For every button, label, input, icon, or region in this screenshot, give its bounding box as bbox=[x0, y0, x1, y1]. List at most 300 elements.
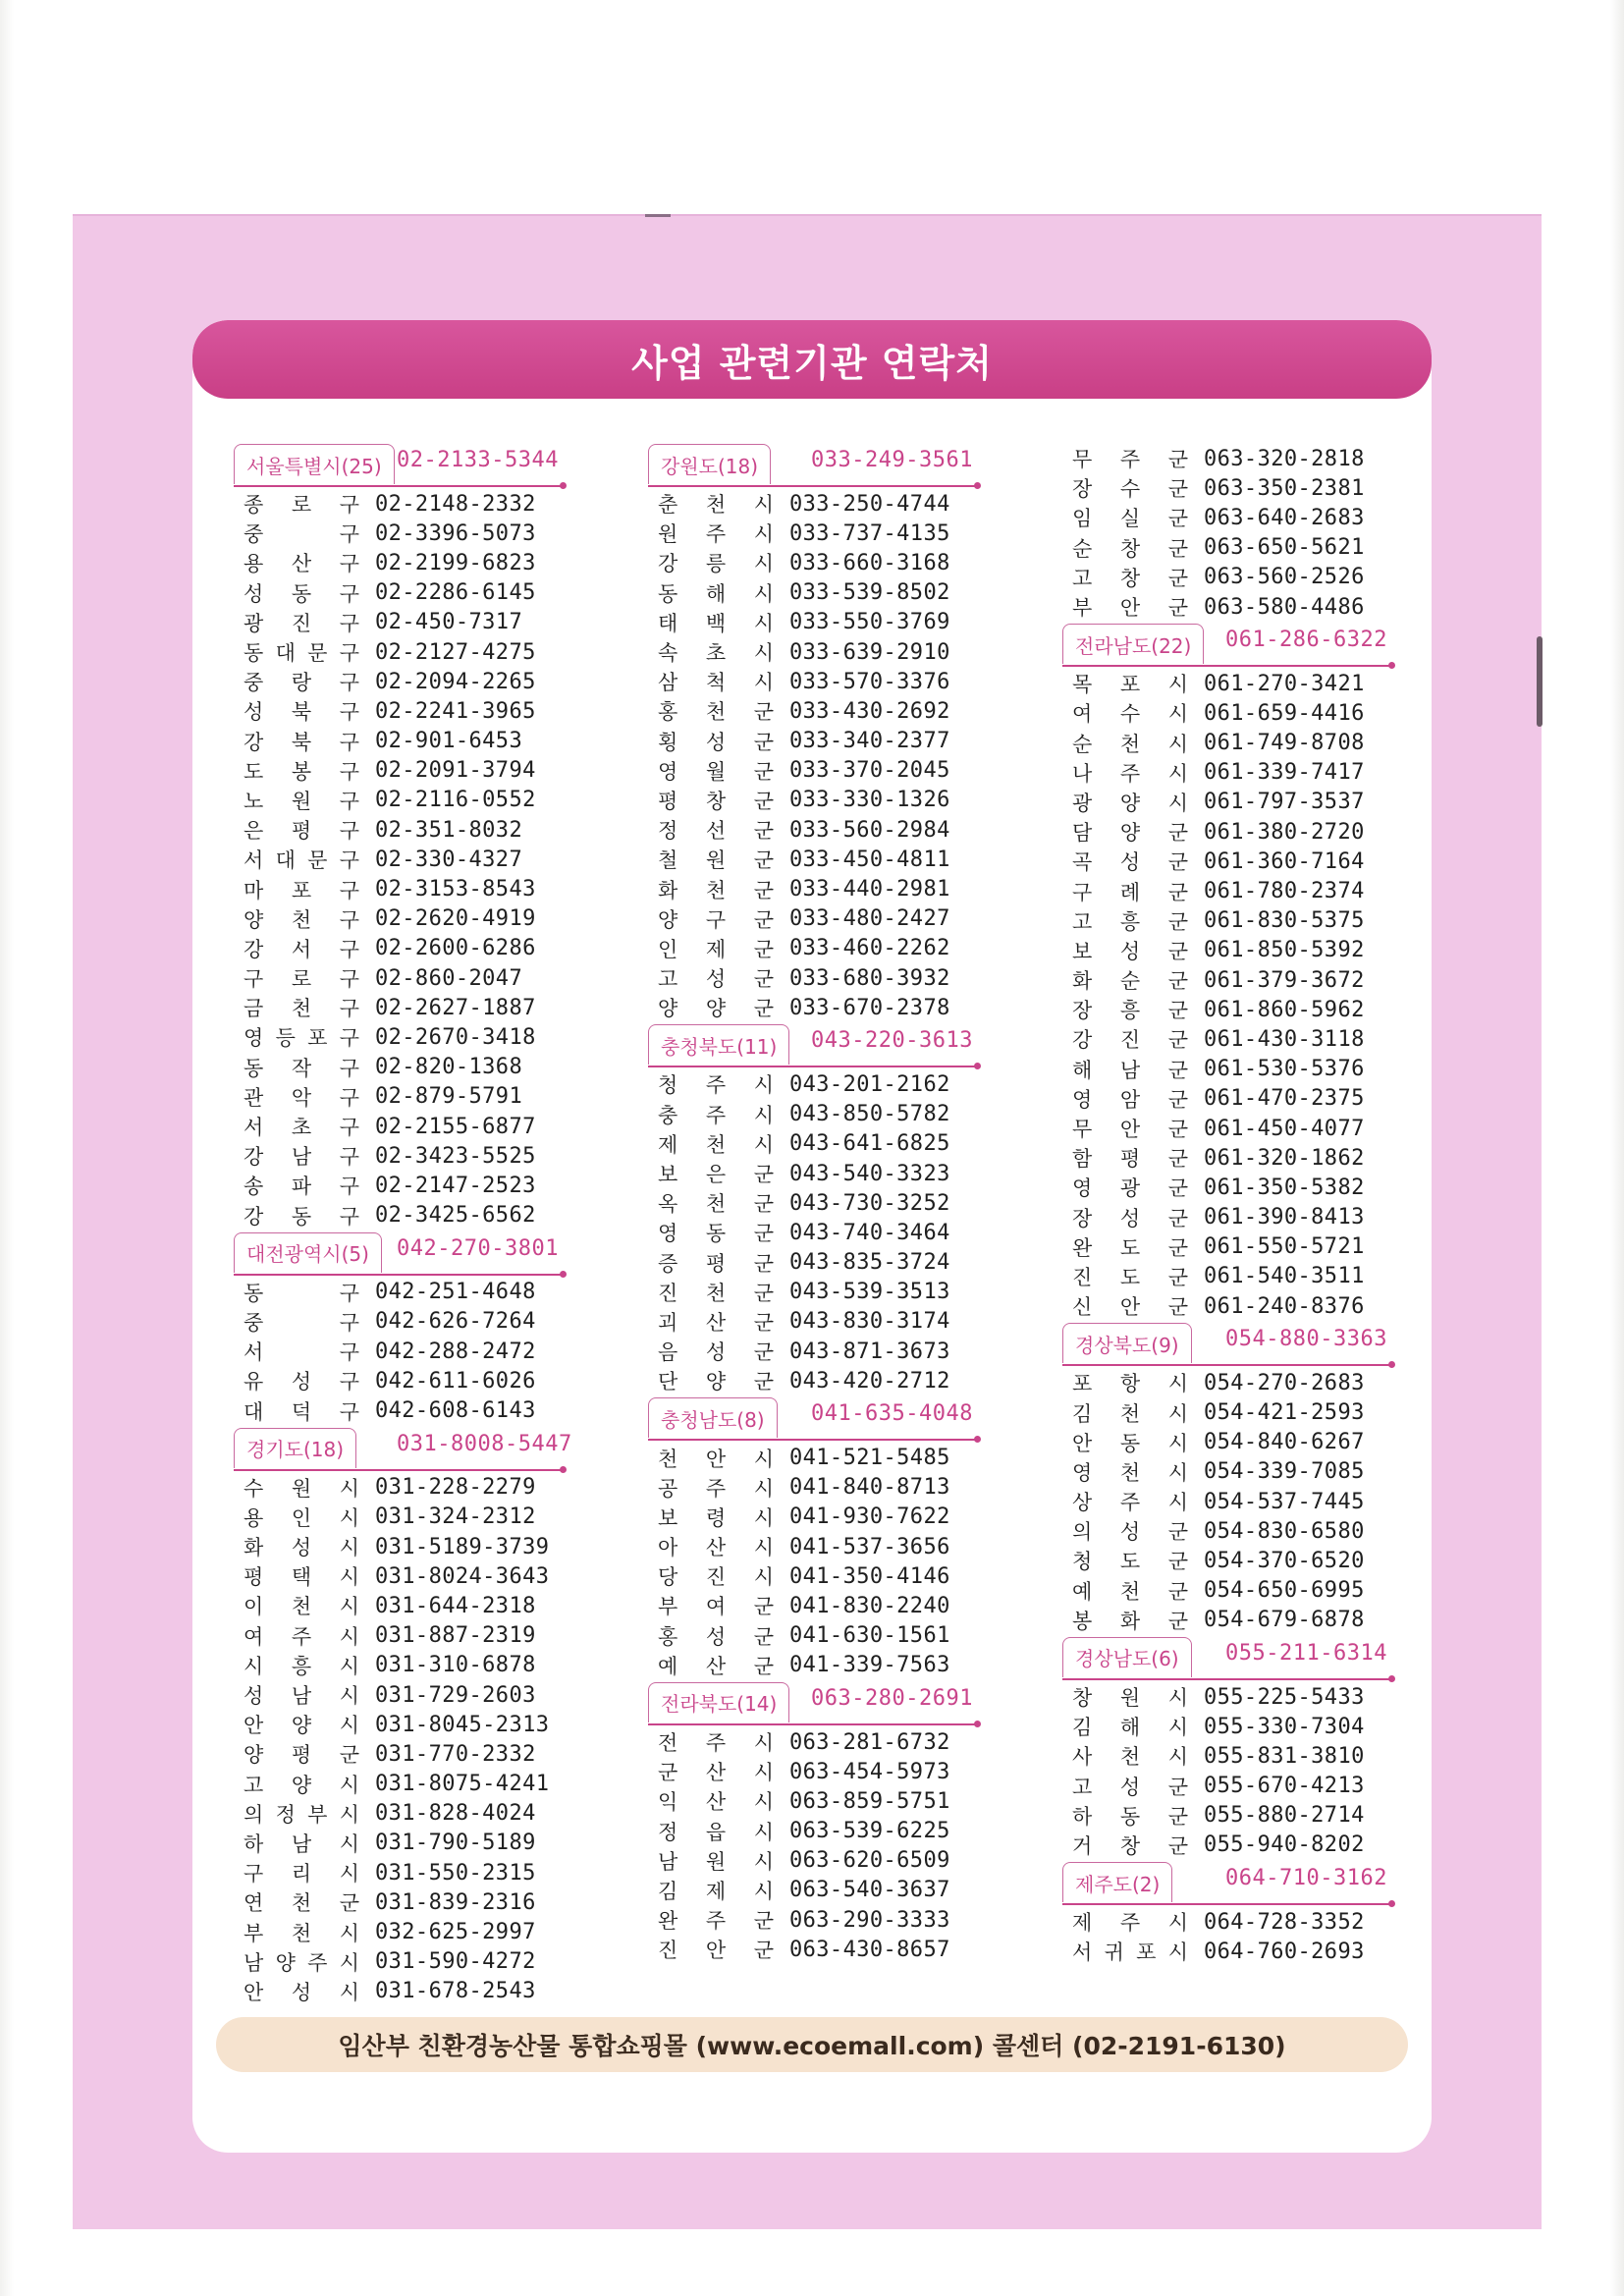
contact-row bbox=[234, 667, 646, 696]
contact-row bbox=[648, 1248, 1060, 1278]
office-phone: 031-8024-3643 bbox=[375, 1563, 550, 1589]
region-header bbox=[648, 1397, 1060, 1441]
office-phone: 061-380-2720 bbox=[1204, 819, 1365, 845]
office-name: 화 순 군 bbox=[1072, 969, 1188, 994]
office-name: 정 읍 시 bbox=[658, 1820, 774, 1844]
office-name: 하 남 시 bbox=[244, 1831, 359, 1856]
office-phone: 063-320-2818 bbox=[1204, 446, 1365, 471]
contact-row bbox=[234, 1022, 646, 1052]
office-phone: 061-450-4077 bbox=[1204, 1116, 1365, 1141]
contact-row bbox=[234, 489, 646, 519]
contact-row bbox=[648, 1905, 1060, 1935]
office-phone: 02-2116-0552 bbox=[375, 788, 536, 813]
office-name: 공 주 시 bbox=[658, 1476, 774, 1501]
underline-dot bbox=[560, 1466, 567, 1473]
contact-row bbox=[234, 1561, 646, 1591]
contact-row bbox=[234, 756, 646, 786]
region-name: 제주도(2) bbox=[1062, 1862, 1172, 1902]
office-name: 대 덕 구 bbox=[244, 1399, 359, 1424]
office-name: 괴 산 군 bbox=[658, 1310, 774, 1335]
contact-row bbox=[648, 1846, 1060, 1876]
region-header bbox=[1062, 1637, 1432, 1680]
contact-row bbox=[234, 1591, 646, 1620]
contact-row bbox=[1062, 1397, 1432, 1427]
region-section bbox=[1062, 1637, 1432, 1860]
office-name: 용 산 구 bbox=[244, 552, 359, 576]
office-phone: 031-839-2316 bbox=[375, 1889, 536, 1915]
contact-row bbox=[1062, 758, 1432, 788]
office-phone: 02-2286-6145 bbox=[375, 580, 536, 606]
contact-row bbox=[234, 578, 646, 608]
contact-row bbox=[234, 1710, 646, 1739]
office-name: 부 여 군 bbox=[658, 1595, 774, 1619]
office-name: 연 천 군 bbox=[244, 1891, 359, 1916]
column-1 bbox=[234, 444, 646, 2008]
office-phone: 043-420-2712 bbox=[789, 1368, 950, 1394]
region-underline bbox=[1062, 665, 1392, 667]
contact-row bbox=[234, 904, 646, 934]
office-phone: 061-270-3421 bbox=[1204, 671, 1365, 696]
office-name: 함 평 군 bbox=[1072, 1147, 1188, 1172]
office-name: 안 동 시 bbox=[1072, 1431, 1188, 1455]
contact-row bbox=[1062, 1055, 1432, 1084]
office-name: 의 성 군 bbox=[1072, 1520, 1188, 1545]
office-name: 진 천 군 bbox=[658, 1281, 774, 1305]
office-name: 남 원 시 bbox=[658, 1849, 774, 1874]
contact-row bbox=[648, 1443, 1060, 1472]
contact-row bbox=[234, 637, 646, 667]
office-phone: 031-8075-4241 bbox=[375, 1772, 550, 1797]
office-phone: 02-3153-8543 bbox=[375, 877, 536, 902]
contact-row bbox=[1062, 563, 1432, 592]
office-phone: 02-860-2047 bbox=[375, 965, 523, 991]
region-phone: 031-8008-5447 bbox=[397, 1431, 572, 1456]
contact-row bbox=[648, 904, 1060, 934]
office-phone: 033-440-2981 bbox=[789, 877, 950, 902]
office-phone: 02-2670-3418 bbox=[375, 1024, 536, 1050]
region-name: 경상남도(6) bbox=[1062, 1637, 1192, 1677]
region-header bbox=[1062, 1323, 1432, 1366]
office-name: 당 진 시 bbox=[658, 1565, 774, 1590]
office-name: 창 원 시 bbox=[1072, 1686, 1188, 1711]
office-name: 장 흥 군 bbox=[1072, 999, 1188, 1023]
region-name: 서울특별시(25) bbox=[234, 444, 395, 484]
office-phone: 043-850-5782 bbox=[789, 1102, 950, 1127]
contact-row bbox=[648, 1561, 1060, 1591]
office-phone: 054-537-7445 bbox=[1204, 1489, 1365, 1514]
contact-row bbox=[648, 1100, 1060, 1129]
office-phone: 02-820-1368 bbox=[375, 1055, 523, 1080]
region-section bbox=[1062, 444, 1432, 622]
office-name: 천 안 시 bbox=[658, 1447, 774, 1471]
office-phone: 063-454-5973 bbox=[789, 1759, 950, 1784]
office-phone: 033-250-4744 bbox=[789, 491, 950, 517]
office-phone: 041-521-5485 bbox=[789, 1446, 950, 1471]
contact-row bbox=[648, 1786, 1060, 1816]
office-phone: 055-225-5433 bbox=[1204, 1684, 1365, 1710]
office-name: 평 창 군 bbox=[658, 789, 774, 813]
office-name: 성 북 구 bbox=[244, 700, 359, 725]
underline-dot bbox=[974, 482, 981, 489]
contact-panel bbox=[192, 320, 1432, 2153]
region-underline bbox=[1062, 1364, 1392, 1366]
office-name: 횡 성 군 bbox=[658, 730, 774, 754]
office-phone: 064-728-3352 bbox=[1204, 1909, 1365, 1935]
office-name: 제 천 시 bbox=[658, 1132, 774, 1157]
office-name: 속 초 시 bbox=[658, 641, 774, 666]
region-phone: 054-880-3363 bbox=[1225, 1327, 1387, 1352]
office-name: 여 주 시 bbox=[244, 1624, 359, 1649]
contact-row bbox=[648, 963, 1060, 993]
office-phone: 031-8045-2313 bbox=[375, 1712, 550, 1737]
contact-row bbox=[234, 1532, 646, 1561]
office-name: 진 안 군 bbox=[658, 1939, 774, 1963]
contact-row bbox=[648, 1188, 1060, 1218]
office-name: 봉 화 군 bbox=[1072, 1609, 1188, 1633]
office-phone: 042-251-4648 bbox=[375, 1280, 536, 1305]
office-phone: 041-840-8713 bbox=[789, 1475, 950, 1501]
region-name: 충청북도(11) bbox=[648, 1024, 789, 1065]
contact-row bbox=[648, 1651, 1060, 1680]
office-name: 광 양 시 bbox=[1072, 791, 1188, 815]
office-name: 완 도 군 bbox=[1072, 1235, 1188, 1260]
office-name: 무 안 군 bbox=[1072, 1118, 1188, 1142]
office-phone: 043-730-3252 bbox=[789, 1190, 950, 1216]
office-name: 영 광 군 bbox=[1072, 1176, 1188, 1201]
contact-row bbox=[1062, 729, 1432, 758]
region-name: 대전광역시(5) bbox=[234, 1232, 382, 1273]
office-name: 보 성 군 bbox=[1072, 939, 1188, 963]
contact-row bbox=[648, 993, 1060, 1022]
office-phone: 063-350-2381 bbox=[1204, 475, 1365, 501]
office-phone: 031-790-5189 bbox=[375, 1831, 536, 1856]
office-phone: 054-339-7085 bbox=[1204, 1459, 1365, 1485]
contact-row bbox=[1062, 473, 1432, 503]
office-phone: 042-626-7264 bbox=[375, 1309, 536, 1335]
office-name: 태 백 시 bbox=[658, 611, 774, 635]
contact-row bbox=[1062, 788, 1432, 817]
region-section bbox=[1062, 624, 1432, 1321]
binding-mark bbox=[1537, 636, 1543, 727]
contact-row bbox=[648, 696, 1060, 726]
office-name: 순 천 시 bbox=[1072, 732, 1188, 756]
underline-dot bbox=[974, 1063, 981, 1069]
office-name: 영 천 시 bbox=[1072, 1460, 1188, 1485]
office-name: 단 양 군 bbox=[658, 1370, 774, 1394]
office-name: 양 평 군 bbox=[244, 1743, 359, 1768]
region-section bbox=[1062, 1862, 1432, 1966]
office-name: 수 원 시 bbox=[244, 1476, 359, 1501]
office-name: 홍 천 군 bbox=[658, 700, 774, 725]
contact-row bbox=[234, 1887, 646, 1917]
office-phone: 02-450-7317 bbox=[375, 610, 523, 635]
contact-row bbox=[648, 1591, 1060, 1620]
office-name: 종 로 구 bbox=[244, 493, 359, 518]
office-name: 곡 성 군 bbox=[1072, 850, 1188, 875]
office-name: 서 대 문 구 bbox=[244, 848, 359, 873]
office-phone: 031-590-4272 bbox=[375, 1949, 536, 1975]
office-name: 음 성 군 bbox=[658, 1340, 774, 1365]
footer-text: 임산부 친환경농산물 통합쇼핑몰 (www.ecoemall.com) 콜센터 (02-2191-6130) bbox=[338, 2032, 1286, 2060]
office-name: 유 성 구 bbox=[244, 1370, 359, 1394]
region-phone: 064-710-3162 bbox=[1225, 1866, 1387, 1891]
contact-row bbox=[234, 1621, 646, 1651]
office-phone: 054-270-2683 bbox=[1204, 1370, 1365, 1395]
contact-row bbox=[1062, 698, 1432, 728]
contact-row bbox=[1062, 995, 1432, 1024]
office-phone: 02-3423-5525 bbox=[375, 1143, 536, 1169]
office-name: 시 흥 시 bbox=[244, 1654, 359, 1678]
region-section bbox=[648, 1682, 1060, 1965]
office-name: 장 수 군 bbox=[1072, 477, 1188, 502]
office-name: 서 초 구 bbox=[244, 1116, 359, 1140]
office-phone: 031-324-2312 bbox=[375, 1504, 536, 1530]
office-phone: 063-620-6509 bbox=[789, 1848, 950, 1874]
contact-row bbox=[234, 1917, 646, 1946]
region-phone: 042-270-3801 bbox=[397, 1235, 559, 1261]
region-phone: 033-249-3561 bbox=[811, 448, 973, 472]
contact-row bbox=[234, 934, 646, 963]
office-name: 화 성 시 bbox=[244, 1536, 359, 1560]
contact-row bbox=[1062, 1024, 1432, 1054]
region-phone: 061-286-6322 bbox=[1225, 628, 1387, 653]
region-name: 강원도(18) bbox=[648, 444, 771, 484]
office-name: 부 천 시 bbox=[244, 1921, 359, 1945]
page-title: 사업 관련기관 연락처 bbox=[631, 341, 993, 385]
region-name: 전라북도(14) bbox=[648, 1682, 789, 1722]
region-underline bbox=[648, 1723, 978, 1725]
contact-row bbox=[234, 1112, 646, 1141]
region-name: 경기도(18) bbox=[234, 1428, 356, 1468]
region-section bbox=[648, 444, 1060, 1022]
office-phone: 02-879-5791 bbox=[375, 1084, 523, 1110]
office-name: 해 남 군 bbox=[1072, 1058, 1188, 1082]
office-phone: 063-859-5751 bbox=[789, 1788, 950, 1814]
office-name: 원 주 시 bbox=[658, 522, 774, 547]
contact-row bbox=[648, 786, 1060, 815]
office-phone: 031-678-2543 bbox=[375, 1979, 536, 2004]
office-name: 보 령 시 bbox=[658, 1505, 774, 1530]
office-name: 보 은 군 bbox=[658, 1163, 774, 1187]
region-underline bbox=[648, 1066, 978, 1067]
office-name: 상 주 시 bbox=[1072, 1491, 1188, 1515]
office-name: 강 북 구 bbox=[244, 730, 359, 754]
office-name: 고 창 군 bbox=[1072, 566, 1188, 590]
contact-row bbox=[1062, 1682, 1432, 1712]
office-name: 영 암 군 bbox=[1072, 1087, 1188, 1112]
office-phone: 031-644-2318 bbox=[375, 1593, 536, 1618]
region-section bbox=[648, 1397, 1060, 1680]
office-name: 충 주 시 bbox=[658, 1103, 774, 1127]
office-phone: 054-679-6878 bbox=[1204, 1608, 1365, 1633]
contact-row bbox=[234, 1141, 646, 1171]
underline-dot bbox=[1388, 662, 1395, 669]
contact-row bbox=[1062, 1143, 1432, 1173]
contact-row bbox=[1062, 1368, 1432, 1397]
contact-row bbox=[234, 1947, 646, 1977]
contact-row bbox=[234, 1082, 646, 1112]
contact-row bbox=[1062, 1173, 1432, 1202]
office-phone: 033-560-2984 bbox=[789, 817, 950, 843]
contact-row bbox=[648, 489, 1060, 519]
office-name: 옥 천 군 bbox=[658, 1192, 774, 1217]
office-name: 마 포 구 bbox=[244, 878, 359, 902]
region-phone: 055-211-6314 bbox=[1225, 1640, 1387, 1666]
office-name: 목 포 시 bbox=[1072, 673, 1188, 697]
office-phone: 02-2620-4919 bbox=[375, 906, 536, 932]
region-underline bbox=[648, 485, 978, 487]
office-name: 전 주 시 bbox=[658, 1731, 774, 1756]
contact-row bbox=[648, 608, 1060, 637]
contact-row bbox=[234, 1651, 646, 1680]
contact-row bbox=[648, 1278, 1060, 1307]
region-name: 충청남도(8) bbox=[648, 1397, 778, 1438]
office-phone: 064-760-2693 bbox=[1204, 1939, 1365, 1964]
contact-row bbox=[1062, 1487, 1432, 1516]
office-name: 거 창 군 bbox=[1072, 1833, 1188, 1858]
contact-row bbox=[1062, 1428, 1432, 1457]
office-phone: 041-350-4146 bbox=[789, 1563, 950, 1589]
office-name: 임 실 군 bbox=[1072, 507, 1188, 531]
region-phone: 043-220-3613 bbox=[811, 1028, 973, 1054]
contact-row bbox=[648, 1307, 1060, 1337]
contact-row bbox=[1062, 1937, 1432, 1966]
contact-row bbox=[1062, 1203, 1432, 1232]
office-name: 사 천 시 bbox=[1072, 1745, 1188, 1770]
office-name: 예 산 군 bbox=[658, 1654, 774, 1678]
office-name: 중 구 bbox=[244, 522, 359, 547]
office-name: 포 항 시 bbox=[1072, 1372, 1188, 1396]
office-phone: 063-539-6225 bbox=[789, 1819, 950, 1844]
office-phone: 02-2627-1887 bbox=[375, 995, 536, 1020]
office-name: 장 성 군 bbox=[1072, 1206, 1188, 1230]
office-phone: 061-470-2375 bbox=[1204, 1086, 1365, 1112]
contact-row bbox=[234, 1799, 646, 1829]
office-phone: 02-2094-2265 bbox=[375, 669, 536, 694]
office-phone: 042-608-6143 bbox=[375, 1398, 536, 1424]
contact-row bbox=[1062, 1114, 1432, 1143]
office-phone: 055-940-8202 bbox=[1204, 1832, 1365, 1858]
office-phone: 02-2241-3965 bbox=[375, 698, 536, 724]
office-name: 정 선 군 bbox=[658, 819, 774, 844]
underline-dot bbox=[974, 1721, 981, 1727]
office-name: 화 천 군 bbox=[658, 878, 774, 902]
office-name: 강 서 구 bbox=[244, 937, 359, 961]
office-name: 강 진 군 bbox=[1072, 1028, 1188, 1053]
contact-row bbox=[234, 1977, 646, 2006]
office-phone: 061-240-8376 bbox=[1204, 1293, 1365, 1319]
contact-row bbox=[1062, 669, 1432, 698]
office-phone: 031-887-2319 bbox=[375, 1623, 536, 1649]
office-phone: 061-540-3511 bbox=[1204, 1264, 1365, 1289]
office-phone: 063-540-3637 bbox=[789, 1878, 950, 1903]
office-name: 홍 성 군 bbox=[658, 1624, 774, 1649]
office-phone: 043-835-3724 bbox=[789, 1250, 950, 1276]
office-phone: 054-370-6520 bbox=[1204, 1548, 1365, 1573]
office-name: 이 천 시 bbox=[244, 1595, 359, 1619]
office-name: 동 대 문 구 bbox=[244, 641, 359, 666]
contact-row bbox=[648, 1337, 1060, 1366]
office-name: 송 파 구 bbox=[244, 1175, 359, 1199]
office-phone: 063-430-8657 bbox=[789, 1937, 950, 1962]
office-name: 서 구 bbox=[244, 1340, 359, 1365]
office-phone: 041-630-1561 bbox=[789, 1623, 950, 1649]
office-name: 강 남 구 bbox=[244, 1145, 359, 1170]
region-section bbox=[1062, 1323, 1432, 1635]
underline-dot bbox=[560, 482, 567, 489]
office-name: 영 월 군 bbox=[658, 759, 774, 784]
region-name: 전라남도(22) bbox=[1062, 624, 1204, 664]
office-phone: 031-550-2315 bbox=[375, 1860, 536, 1886]
office-phone: 033-680-3932 bbox=[789, 965, 950, 991]
contact-row bbox=[234, 1858, 646, 1887]
contact-row bbox=[648, 874, 1060, 903]
office-phone: 063-650-5621 bbox=[1204, 535, 1365, 561]
office-name: 영 등 포 구 bbox=[244, 1026, 359, 1051]
contact-row bbox=[234, 727, 646, 756]
office-name: 하 동 군 bbox=[1072, 1804, 1188, 1829]
contact-row bbox=[648, 815, 1060, 845]
office-phone: 043-830-3174 bbox=[789, 1309, 950, 1335]
contact-row bbox=[1062, 965, 1432, 995]
contact-row bbox=[234, 696, 646, 726]
office-phone: 054-650-6995 bbox=[1204, 1578, 1365, 1604]
office-phone: 031-729-2603 bbox=[375, 1682, 536, 1708]
office-name: 무 주 군 bbox=[1072, 448, 1188, 472]
contact-row bbox=[1062, 1291, 1432, 1321]
contact-row bbox=[648, 1159, 1060, 1188]
office-name: 동 작 구 bbox=[244, 1056, 359, 1080]
office-name: 인 제 군 bbox=[658, 937, 774, 961]
office-name: 강 릉 시 bbox=[658, 552, 774, 576]
office-phone: 031-310-6878 bbox=[375, 1653, 536, 1678]
contact-row bbox=[1062, 1084, 1432, 1114]
office-phone: 055-670-4213 bbox=[1204, 1774, 1365, 1799]
contact-row bbox=[234, 1770, 646, 1799]
office-phone: 061-550-5721 bbox=[1204, 1234, 1365, 1260]
office-name: 양 양 군 bbox=[658, 997, 774, 1021]
contact-row bbox=[648, 1876, 1060, 1905]
office-name: 구 리 시 bbox=[244, 1862, 359, 1886]
contact-row bbox=[1062, 1801, 1432, 1831]
contact-row bbox=[234, 1171, 646, 1200]
contact-row bbox=[1062, 533, 1432, 563]
office-name: 청 주 시 bbox=[658, 1073, 774, 1098]
contact-row bbox=[234, 1337, 646, 1366]
office-phone: 063-580-4486 bbox=[1204, 594, 1365, 620]
contact-row bbox=[234, 519, 646, 548]
office-name: 아 산 시 bbox=[658, 1536, 774, 1560]
contact-row bbox=[648, 519, 1060, 548]
office-phone: 054-840-6267 bbox=[1204, 1430, 1365, 1455]
office-name: 나 주 시 bbox=[1072, 761, 1188, 786]
office-name: 완 주 군 bbox=[658, 1909, 774, 1934]
contact-row bbox=[648, 1366, 1060, 1395]
region-section bbox=[648, 1024, 1060, 1395]
contact-row bbox=[648, 1757, 1060, 1786]
contact-row bbox=[648, 637, 1060, 667]
contact-row bbox=[234, 1680, 646, 1710]
office-phone: 061-360-7164 bbox=[1204, 848, 1365, 874]
office-phone: 061-379-3672 bbox=[1204, 967, 1365, 993]
office-phone: 041-930-7622 bbox=[789, 1504, 950, 1530]
office-phone: 033-370-2045 bbox=[789, 758, 950, 784]
office-phone: 033-430-2692 bbox=[789, 698, 950, 724]
office-phone: 041-830-2240 bbox=[789, 1593, 950, 1618]
office-name: 성 남 시 bbox=[244, 1684, 359, 1709]
office-phone: 042-611-6026 bbox=[375, 1368, 536, 1394]
region-header bbox=[648, 1682, 1060, 1725]
